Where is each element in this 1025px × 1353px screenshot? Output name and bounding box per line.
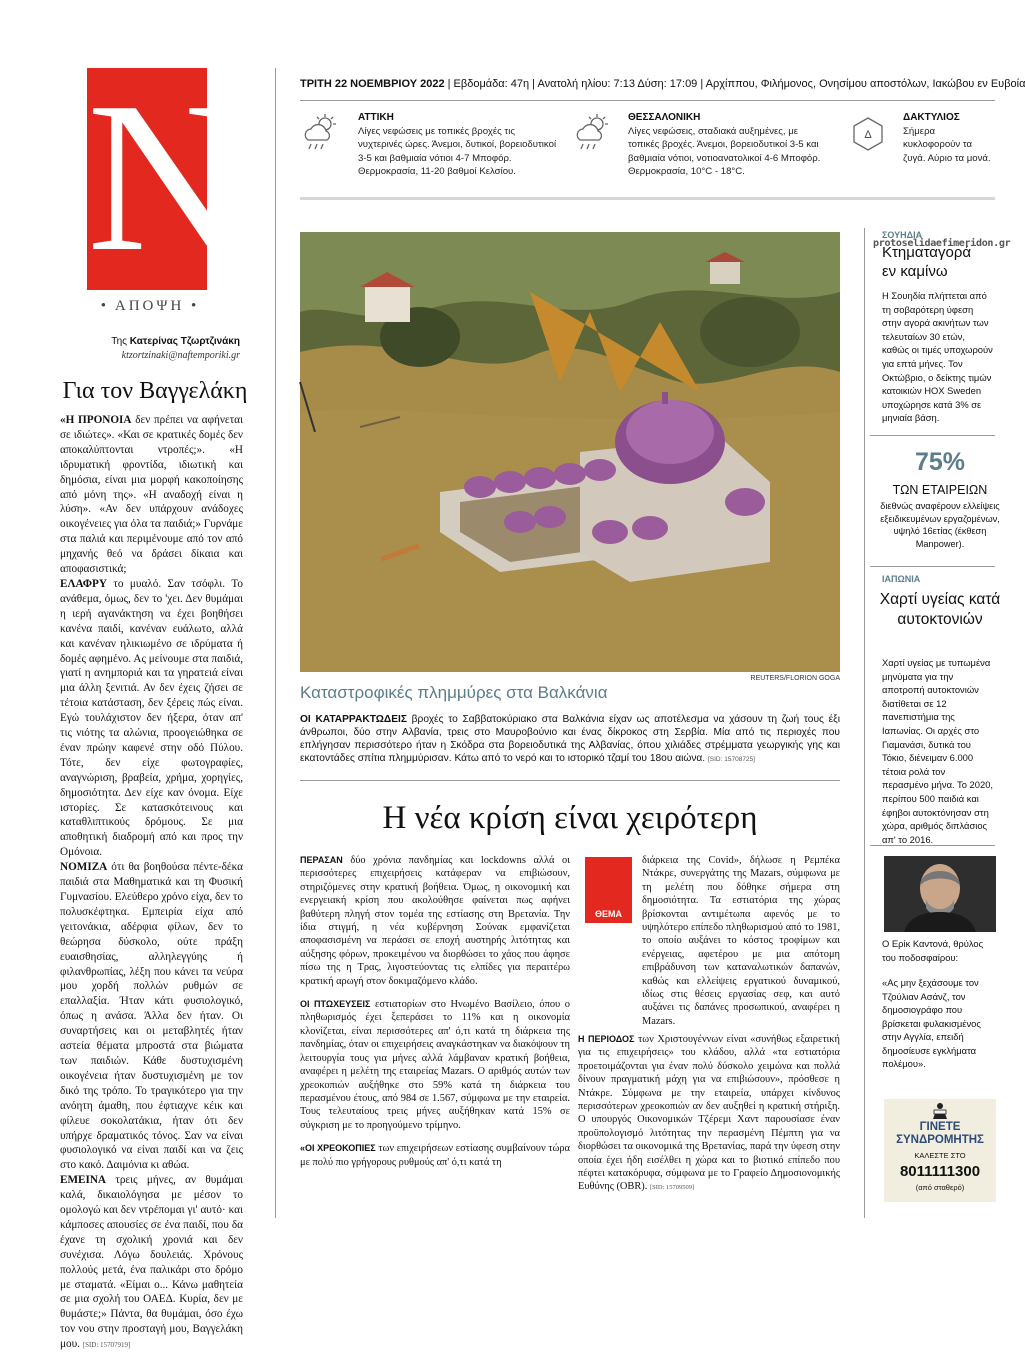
date-line <box>300 78 1025 90</box>
weather-text: Λίγες νεφώσεις με τοπικές βροχές τις νυχτερινές ώρες. Άνεμοι, δυτικοί, βορειοδυτικοί 3-5 και βαθμιαία νότιοι 4-7 Μποφόρ. Θερμοκρασία, 11-20 βαθμοί Κελσίου. <box>358 126 557 178</box>
opinion-paragraph <box>60 860 243 1173</box>
paragraph-text: δεν πρέπει να αφήνεται σε ιδιώτες». «Και σε κρατικές δομές δεν αποκαλύπτονται ντροπές;». «Η ιδρυματική φροντίδα, ιδιωτική και δημόσια, είναι μια μορφή κακοποίησης από μόνη της». «Η αναδοχή είναι η λύση». «Αν δεν υπάρχουν ανάδοχες οικογένειες για όλα τα παιδιά;» Γυρνάμε στα παλιά και περιμένουμε από τον από μηχανής θεό να δράσει δίκαια και αποφασιστικά; <box>60 414 243 576</box>
sidebar-rule <box>870 566 995 567</box>
newspaper-logo <box>87 57 243 296</box>
cloud-rain-sun-icon <box>572 112 612 156</box>
logo-letter: N <box>87 57 243 296</box>
article-rule <box>300 780 840 781</box>
weather-text: Σήμερα κυκλοφορούν τα ζυγά. Αύριο τα μονά. <box>903 126 991 164</box>
weather-city: ΑΤΤΙΚΗ <box>358 112 394 123</box>
sidebar-divider <box>864 228 865 1218</box>
subscription-note: (από σταθερό) <box>915 1183 965 1192</box>
weather-city: ΔΑΚΤΥΛΙΟΣ <box>903 112 960 123</box>
paragraph-lead: ΠΕΡΑΣΑΝ <box>300 855 343 865</box>
byline-author: Κατερίνας Τζωρτζινάκη <box>129 336 240 347</box>
sidebar-rule <box>870 435 995 436</box>
article-paragraph <box>300 998 570 1132</box>
sid-code: [SID: 15708725] <box>707 756 755 763</box>
thema-tag <box>585 857 632 923</box>
cloud-rain-sun-icon <box>300 112 340 156</box>
header-rule <box>300 100 995 101</box>
weather-text: Λίγες νεφώσεις, σταδιακά αυξημένες, με τοπικές βροχές. Άνεμοι, βορειοδυτικοί 3-5 και βαθμιαία νότιοι, νοτιοανατολικοί 4-6 Μποφόρ. Θερμοκρασία, 10°C - 18°C. <box>628 126 821 178</box>
date: ΤΡΙΤΗ 22 ΝΟΕΜΒΡΙΟΥ 2022 <box>300 78 445 90</box>
stat-description: διεθνώς αναφέρουν ελλείψεις εξειδικευμένων εργαζομένων, υψηλό 16ετίας (έκθεση Manpower). <box>880 501 1000 549</box>
subscription-box[interactable] <box>884 1099 996 1202</box>
column-divider <box>275 68 276 1218</box>
date-details: | Εβδομάδα: 47η | Ανατολή ηλίου: 7:13 Δύση: 17:09 | Αρχίππου, Φιλήμονος, Ονησίμου αποστόλων, Ιακώβου εν Ευβοία <box>444 78 1025 90</box>
article-column-2-intro <box>642 854 840 1038</box>
article-paragraph <box>300 854 570 988</box>
sweden-title <box>882 244 992 281</box>
road-sign-icon <box>848 114 888 158</box>
paragraph-lead: Η ΠΕΡΙΟΔΟΣ <box>578 1034 635 1044</box>
watermark: protoselidaefimeridon.gr <box>873 238 1011 249</box>
paragraph-lead: «Η ΠΡΟΝΟΙΑ <box>60 414 132 426</box>
caption-text: βροχές το Σαββατοκύριακο στα Βαλκάνια είχαν ως αποτέλεσμα να χάσουν τη ζωή τους έξι άνθρωποι, δύο στην Αλβανία, τρεις στο Μαυροβούνιο και ένας δίκροκος στη Σερβία. Μία από τις περιοχές που επλήγησαν περισσότερο ήταν η Σκόδρα στα βορειοδυτικά της Αλβανίας, όπου χιλιάδες στρέμματα γεωργικής γης και εκατοντάδες σπίτια πλημμύρισαν. Κάτω από το νερό και το ιστορικό τζαμί του 18ου αιώνα. <box>300 714 840 764</box>
paragraph-text: ότι θα βοηθούσα πέντε-δέκα παιδιά στα Μαθηματικά και τη Φυσική Γυμνασίου. Ελεύθερο χρόνο είχα, δεν το πολυσκέφτηκα. Εμπειρία είχα από γειτονάκια, αδέρφια φίλων, δεν το θεώρησα δύσκολο, ούτε πράξη ευαισθησίας, αλληλεγγύης ή φιλανθρωπίας, λέξη που κάνει τα νεύρα μου χορδή πολλών ρυθμών σε επαλλαξία. Ήταν κάτι φυσιολογικό, όπως η ανάσα. Άλλα δεν ήταν. Οι συναρτήσεις και οι μεταβλητές ήταν αστεία θέματα μπροστά στα βιώματα των παιδιών. Κάθε δυστυχισμένη οικογένεια ήταν δυστυχισμένη με τον δικό της τρόπο. Το τραγικότερο για την ανόητη άμαθη, που έφτιαχνε κέικ και φίλευε σοκολατάκια, ήταν ότι δεν υπήρχε δραματικός τόνος. Σαν να είναι φυσιολογικό να είναι παιδί και να ζεις στο κακό. Δαιμόνια κι αθώα. <box>60 861 243 1172</box>
paragraph-text: των επιχειρήσεων εστίασης συμβαίνουν τώρα με πολύ πιο γρήγορους ρυθμούς απ' ό,τι κατά τη <box>300 1143 571 1168</box>
flood-photo-illustration <box>300 232 840 672</box>
sidebar-rule <box>870 845 995 846</box>
paragraph-text: τρεις μήνες, αν θυμάμαι καλά, δικαιολόγησα με μέσον το ομολογώ και δεν ντρέπομαι γι' αυτό· και κάμποσες απουσίες σε ένα παιδί, που δα έχανε τη σχολική χρονιά και δεν συνέχισα. Λόγω δουλειάς. Χρόνους πολλούς μετά, ένα παλικάρι στο δρόμο με σταματά. «Είμαι ο... Κάνω μαθητεία σε μια σχολή του ΟΑΕΔ. Κυρία, δεν με θυμάστε;» Πάντα, θα θυμάμαι, όσο έχω τον νου στην προσταγή μου, Βαγγελάκη μου. <box>60 1174 243 1351</box>
opinion-paragraph <box>60 1173 243 1353</box>
sweden-kicker: ΣΟΥΗΔΙΑ <box>882 230 923 240</box>
thema-label: ΘΕΜΑ <box>595 909 622 919</box>
subscription-title: ΓΙΝΕΤΕ ΣΥΝΔΡΟΜΗΤΗΣ <box>896 1121 984 1146</box>
sweden-body: Η Σουηδία πλήττεται από τη σοβαρότερη ύφεση στην αγορά ακινήτων των τελευταίων 30 ετών, καθώς οι τιμές υποχωρούν για επτά μήνες. Τον Οκτώβριο, ο δείκτης τιμών κατοικιών HOX Sweden υποχώρησε κατά 3% σε μηνιαία βάση. <box>882 290 993 424</box>
flood-mosque-photo <box>300 232 840 672</box>
sid-code: [SID: 15709509] <box>649 1184 695 1192</box>
japan-kicker: ΙΑΠΩΝΙΑ <box>882 574 921 584</box>
sweden-title-text: εν καμίνω <box>882 263 948 280</box>
article-paragraph: διάρκεια της Covid», δήλωσε η Ρεμπέκα Ντάκρε, συνεργάτης της Mazars, σύμφωνα με τη μελέτη που δόθηκε σήμερα στη δημοσιότητα. Τα εστιατόρια της χώρας βρίσκονται αντιμέτωπα αφενός με το υψηλότερο επίπεδο πληθωρισμού από το 1981, το οποίο αυξάνει το κόστος τροφίμων και ενέργειας, αφετέρου με μια απότομη επιβράδυνση των καταναλωτικών δαπανών, καθώς και ελλείψεις εργατικού δυναμικού, ιδίως στις θέσεις εργασίας σεφ, και αυτό αυξάνει τις δαπάνες προσωπικού, αναφέρει η Mazars. <box>642 855 840 1027</box>
subscription-call: ΚΑΛΕΣΤΕ ΣΤΟ <box>914 1151 966 1160</box>
author-email: ktzortzinaki@naftemporiki.gr <box>121 350 240 361</box>
opinion-body <box>60 413 243 1353</box>
article-paragraph <box>578 1033 840 1195</box>
japan-title: Χαρτί υγείας κατά αυτοκτονιών <box>879 591 1001 628</box>
cantona-portrait <box>884 856 996 932</box>
opinion-byline <box>60 335 240 363</box>
stat-label: ΤΩΝ ΕΤΑΙΡΕΙΩΝ <box>892 483 988 497</box>
paragraph-lead: ΕΛΑΦΡΥ <box>60 577 107 590</box>
reader-icon <box>930 1102 950 1120</box>
opinion-paragraph <box>60 577 243 860</box>
paragraph-text: δύο χρόνια πανδημίας και lockdowns αλλά οι περισσότερες επιχειρήσεις κατάφεραν να επιβιώσουν, στηριζόμενες στην κρατική βοήθεια. Όμως, η οικονομική και ενεργειακή κρίση που ακολούθησε φαίνεται πως αφήνει βαθύτερη πληγή στον τομέα της εστίασης στη Βρετανία. Την ίδια στιγμή, η νέα κυβέρνηση Σούνακ εμφανίζεται αποφασισμένη να περάσει σε εποχή αυστηρής λιτότητας και αύξησης φόρων, προκειμένου να διορθώσει το χάος που άφησε πίσω της η Τρας, λιγοστεύοντας τις ελπίδες για περαιτέρω κρατική αρωγή στον δοκιμαζόμενο κλάδο. <box>300 855 570 987</box>
opinion-title: Για τον Βαγγελάκη <box>62 378 248 404</box>
paragraph-text: των Χριστουγέννων είναι «συνήθως εξαιρετική για τις επιχειρήσεις» του κλάδου, αλλά «τα εστιατόρια προετοιμάζονται για έναν πολύ δύσκολο χειμώνα και πολλά δίνουν πραγματική μάχη για να επιβιώσουν», πρόσθεσε η Ντάκρε. Σύμφωνα με την εταιρεία, υπάρχει κίνδυνος περισσότερων χρεοκοπιών αν δεν αυξηθεί η κρατική στήριξη. Ο υπουργός Οικονομικών Τζέρεμι Χαντ παρουσίασε έναν προϋπολογισμό λιτότητας την περασμένη Πέμπτη για να διορθώσει τα οικονομικά της Βρετανίας, παρά την ύφεση στην οποία έχει ήδη εισέλθει η χώρα και το βιοτικό επίπεδο που πέφτει κατακόρυφα, σύμφωνα με το Γραφείο Δημοσιονομικής Ευθύνης (OBR). <box>578 1034 840 1193</box>
cantona-quote: «Ας μην ξεχάσουμε τον Τζούλιαν Ασάνζ, τον δημοσιογράφο που βρίσκεται φυλακισμένος στην Αγγλία, επειδή δημοσίευσε εγκλήματα πολέμου». <box>882 977 981 1069</box>
opinion-paragraph <box>60 413 243 577</box>
weather-city: ΘΕΣΣΑΛΟΝΙΚΗ <box>628 112 701 123</box>
main-article-title: Η νέα κρίση είναι χειρότερη <box>382 800 758 836</box>
japan-body: Χαρτί υγείας με τυπωμένα μηνύματα για την αποτροπή αυτοκτονιών διατίθεται σε 12 πανεπιστήμια της Ιαπωνίας. Οι αρχές στο Γιαμανάσι, δυτικά του Τόκιο, διένειμαν 6.000 τέτοια ρολά τον περασμένο μήνα. Το 2020, περίπου 500 παιδιά και έφηβοι αυτοκτόνησαν στη χώρα, αριθμός διπλάσιος απ' το 2016. <box>882 657 994 845</box>
sweden-title-clipped: Κτηματαγορά <box>882 244 972 261</box>
paragraph-text: το μυαλό. Σαν τσόφλι. Το ανάθεμα, όμως, δεν το 'χει. Δεν θυμάμαι η ιερή αγανάκτηση να έχει βοηθήσει κανένα παιδί, κανέναν ευάλωτο, αλλά και κανέναν ηλικιωμένο σε ιδρύματα ή δομές αφημένο. Ας μείνουμε στα παιδιά, γιατί η ανημποριά και τα γηρατειά είναι μια άλλη ξενιτιά. Αν δεν έχεις ζήσει σε τέτοια κατάσταση, δεν ξέρεις πώς είναι. Εγώ τουλάχιστον δεν ήξερα, όταν απ' τις νιότης τα αλώνια, προογειώθηκα σε έναν πρώην καφενέ στην οδό Πύλου. Τότε, δεν είχε φωτογραφίες, αναγνώριση, βραβεία, χρήμα, χορηγίες, δημοσιότητα. Δεν είχε καν όνομα. Είχε ιστορίες. Σε κατασκότεινους και καταθλιπτικούς δρόμους. Σε μια αποθητική διαδρομή από και προς την Ομόνοια. <box>60 577 243 859</box>
byline-prefix: Της <box>111 336 130 347</box>
paragraph-lead: ΕΜΕΙΝΑ <box>60 1174 106 1187</box>
stat-number: 75% <box>914 448 966 476</box>
paragraph-lead: ΟΙ ΠΤΩΧΕΥΣΕΙΣ <box>300 999 371 1010</box>
paragraph-lead: «ΟΙ ΧΡΕΟΚΟΠΙΕΣ <box>300 1143 376 1154</box>
weather-rule <box>300 197 995 200</box>
cantona-photo <box>884 856 996 932</box>
article-column-1 <box>300 854 570 1179</box>
sid-code: [SID: 15707919] <box>82 1341 131 1350</box>
paragraph-lead: ΝΟΜΙΖΑ <box>60 861 108 874</box>
paragraph-text: εστιατορίων στο Ηνωμένο Βασίλειο, όπου ο πληθωρισμός έχει ξεπεράσει το 11% και η οικονομία κλονίζεται, είναι περισσότερες απ' ό,τι κατά τη διάρκεια της πανδημίας, όταν οι επιχειρήσεις αναγκάστηκαν να διακόψουν τη λειτουργία τους για μήνες αλλά λάμβαναν κρατική βοήθεια, αναφέρει η μελέτη της εταιρείας Mazars. Ο αριθμός αυτών των χρεοκοπιών αυξήθηκε στο 59% κατά τη διάρκεια του περασμένου έτους, από 984 σε 1.567, σύμφωνα με την εταιρεία. Τους τελευταίους τρεις μήνες αυξήθηκαν κατά 15% σε σύγκριση με το προηγούμενο τρίμηνο. <box>300 999 570 1131</box>
section-label: • ΑΠΟΨΗ • <box>100 298 200 314</box>
road-sign-letter: Δ <box>864 129 872 141</box>
photo-caption-title: Καταστροφικές πλημμύρες στα Βαλκάνια <box>300 683 608 702</box>
photo-caption-body <box>300 713 840 766</box>
photo-credit: REUTERS/FLORION GOGA <box>750 675 840 682</box>
subscription-phone[interactable]: 8011111300 <box>899 1163 981 1180</box>
caption-lead: ΟΙ ΚΑΤΑΡΡΑΚΤΩΔΕΙΣ <box>300 714 407 725</box>
article-paragraph <box>300 1142 570 1169</box>
cantona-caption: Ο Ερίκ Καντονά, θρύλος του ποδοσφαίρου: <box>882 938 984 963</box>
article-column-2 <box>578 1033 840 1205</box>
